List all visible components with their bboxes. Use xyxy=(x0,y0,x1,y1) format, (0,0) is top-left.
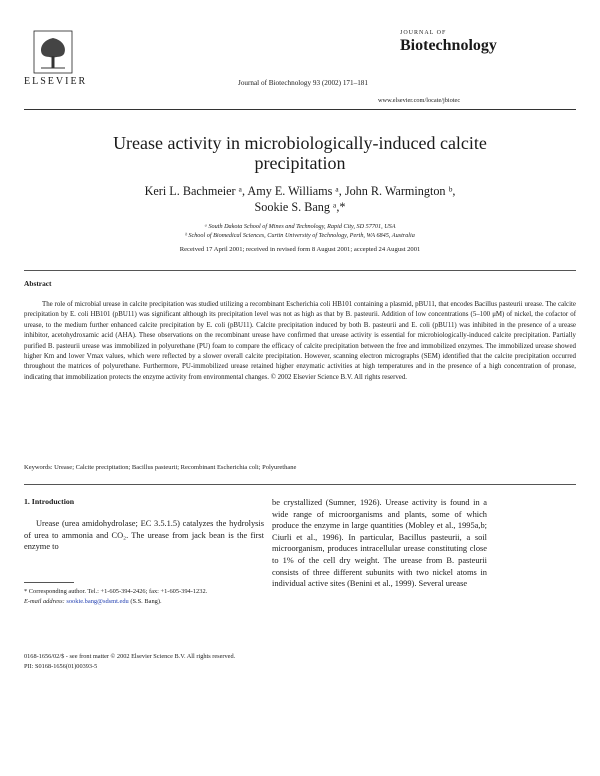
journal-citation: Journal of Biotechnology 93 (2002) 171–181 xyxy=(238,79,368,87)
elsevier-tree-icon xyxy=(33,30,73,74)
header-divider xyxy=(24,109,576,110)
keywords: Keywords: Urease; Calcite precipitation; Bacillus pasteurii; Recombinant Escherichia coli; Polyurethane xyxy=(24,464,297,471)
issn-block xyxy=(24,652,424,671)
pii-line: PII: S0168-1656(01)00393-5 xyxy=(24,662,98,670)
corresponding-author-note: * Corresponding author. Tel.: +1-605-394-2426; fax: +1-605-394-1232. xyxy=(24,588,208,595)
abstract-bottom-divider xyxy=(24,484,576,485)
article-title xyxy=(60,133,540,173)
title-line-2: precipitation xyxy=(254,153,346,173)
footnote-divider xyxy=(24,582,74,583)
abstract-heading: Abstract xyxy=(24,279,52,288)
journal-logo-name: Biotechnology xyxy=(400,37,497,54)
footnotes xyxy=(24,587,264,606)
authors-line-1: Keri L. Bachmeier ᵃ, Amy E. Williams ᵃ, John R. Warmington ᵇ, xyxy=(144,184,456,198)
affiliation-a: ᵃ South Dakota School of Mines and Technology, Rapid City, SD 57701, USA xyxy=(204,223,396,230)
received-dates: Received 17 April 2001; received in revised form 8 August 2001; accepted 24 August 2001 xyxy=(179,246,421,253)
abstract-top-divider xyxy=(24,270,576,271)
title-line-1: Urease activity in microbiologically-induced calcite xyxy=(113,133,487,153)
intro-right-column: be crystallized (Sumner, 1926). Urease activity is found in a wide range of microorganisms and plants, some of which produce the enzyme in large quantities (Mobley et al., 1995a,b; Ciurli et al., 1996). In particular, Bacillus pasteurii, a soil microorganism, produces intracellular urease constituting close to 1% of the cell dry weight. The urease from B. pasteurii consists of three different subunits with two nickel atoms in individual active sites (Benini et al., 1999). Several urease xyxy=(272,498,487,589)
elsevier-logo xyxy=(24,30,88,87)
affiliation-b: ᵇ School of Biomedical Sciences, Curtin University of Technology, Perth, WA 6845, Australia xyxy=(185,232,415,239)
issn-line: 0168-1656/02/$ - see front matter © 2002 Elsevier Science B.V. All rights reserved. xyxy=(24,653,236,660)
email-suffix: (S.S. Bang). xyxy=(130,597,162,605)
authors-line-2: Sookie S. Bang ᵃ,* xyxy=(254,200,346,214)
journal-logo xyxy=(400,30,497,55)
section-heading-introduction: 1. Introduction xyxy=(24,497,75,506)
publisher-name: ELSEVIER xyxy=(24,76,88,87)
abstract-text: The role of microbial urease in calcite precipitation was studied utilizing a recombinant Escherichia coli HB101 containing a plasmid, pBU11, that encodes Bacillus pasteurii urease. The calcite precipitation by E. coli HB101 (pBU11) was significant although its precipitation level was not as high as that by B. pasteurii. Addition of low concentrations (5–100 μM) of nickel, the cofactor of urease, to the medium further enhanced calcite precipitation by E. coli (pBU11). Calcite precipitation induced by both B. pasteurii and E. coli (pBU11) was inhibited in the presence of a urease inhibitor, acetohydroxamic acid (AHA). These observations on the recombinant urease have confirmed that urease activity is essential for microbiologically-induced calcite precipitation. Partially purified B. pasteurii urease was immobilized in polyurethane (PU) foam to compare the efficacy of calcite precipitation between the free and immobilized enzymes. The immobilized urease showed higher Km and lower Vmax values, which were reflected by a slower overall calcite precipitation. However, scanning electron micrographs (SEM) identified that the calcite precipitation occurred throughout the matrices of polyurethane. Furthermore, PU-immobilized urease retained higher enzymatic activities at high temperatures and in the presence of a high concentration of pronase, indicating that immobilization protects the enzyme activity from environmental changes. © 2002 Elsevier Science B.V. All rights reserved. xyxy=(24,301,576,381)
email-link[interactable]: sookie.bang@sdsmt.edu xyxy=(66,597,129,605)
author-list xyxy=(60,183,540,215)
email-label: E-mail address: xyxy=(24,597,65,605)
journal-logo-prefix: JOURNAL OF xyxy=(400,30,447,36)
affiliations xyxy=(60,222,540,240)
intro-left-column: Urease (urea amidohydrolase; EC 3.5.1.5) catalyzes the hydrolysis of urea to ammonia and CO₂. The urease from jack bean is the first enzyme to xyxy=(24,519,264,552)
email-note xyxy=(24,597,264,607)
journal-url[interactable]: www.elsevier.com/locate/jbiotec xyxy=(378,97,461,104)
